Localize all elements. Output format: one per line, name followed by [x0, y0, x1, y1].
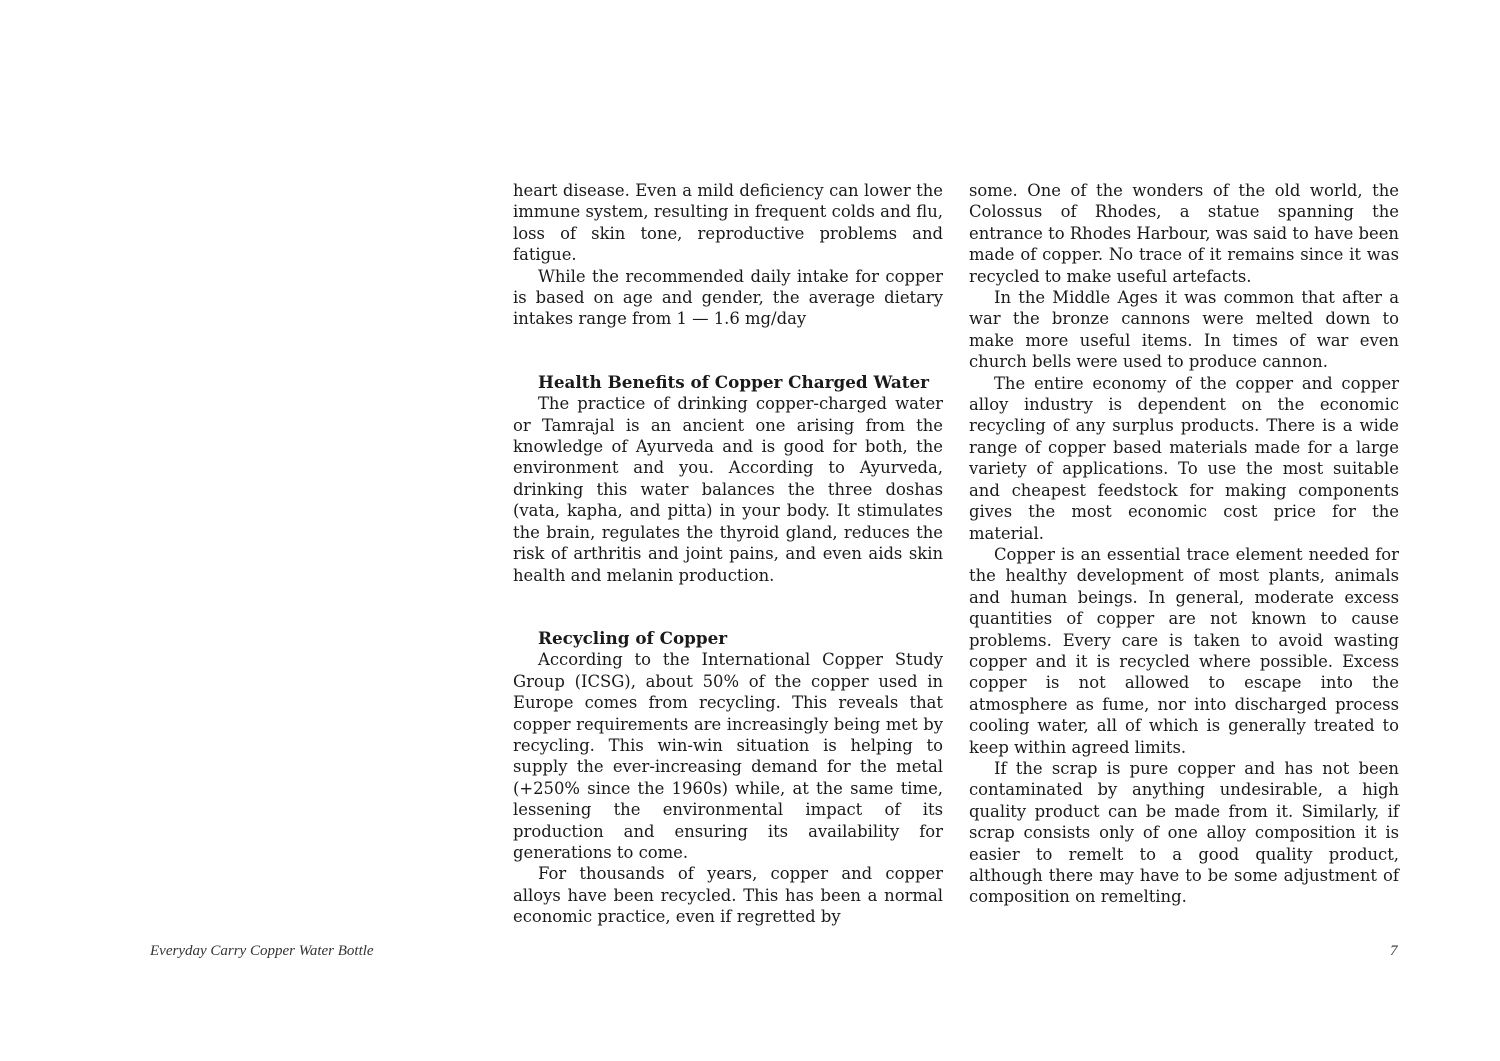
paragraph: While the recommended daily intake for copper is based on age and gender, the average dietary intakes range from 1 — 1.6 mg/day: [513, 266, 943, 329]
paragraph: If the scrap is pure copper and has not been contaminated by anything undesirable, a high quality product can be made from it. Similarly, if scrap consists only of one alloy composition it is easier to remelt to a good quality product, although there may have to be some adjustment of composition on remelting.: [969, 758, 1399, 907]
paragraph: For thousands of years, copper and copper alloys have been recycled. This has been a normal economic practice, even if regretted by: [513, 864, 943, 927]
paragraph: The entire economy of the copper and copper alloy industry is dependent on the economic recycling of any surplus products. There is a wide range of copper based materials made for a large variety of applications. To use the most suitable and cheapest feedstock for making components gives the most economic cost price for the material.: [969, 373, 1399, 543]
paragraph: Copper is an essential trace element needed for the healthy development of most plants, animals and human beings. In general, moderate excess quantities of copper are not known to cause problems. Every care is taken to avoid wasting copper and it is recycled where possible. Excess copper is not allowed to escape into the atmosphere as fume, nor into discharged process cooling water, all of which is generally treated to keep within agreed limits.: [969, 544, 1399, 757]
section-heading-health-benefits: Health Benefits of Copper Charged Water: [538, 371, 929, 392]
footer-title: Everyday Carry Copper Water Bottle: [150, 943, 374, 959]
paragraph: According to the International Copper Study Group (ICSG), about 50% of the copper used in Europe comes from recycling. This reveals that copper requirements are increasingly being met by recycling. This win-win situation is helping to supply the ever-increasing demand for the metal (+250% since the 1960s) while, at the same time, lessening the environmental impact of its production and ensuring its availability for generations to come.: [513, 650, 943, 862]
right-column: [969, 180, 1399, 908]
section-heading-recycling: Recycling of Copper: [538, 627, 728, 648]
page-number: 7: [1390, 943, 1398, 959]
paragraph: some. One of the wonders of the old world, the Colossus of Rhodes, a statue spanning the entrance to Rhodes Harbour, was said to have been made of copper. No trace of it remains since it was recycled to make useful artefacts.: [969, 181, 1399, 286]
paragraph: heart disease. Even a mild deficiency can lower the immune system, resulting in frequent colds and flu, loss of skin tone, reproductive problems and fatigue.: [513, 181, 943, 265]
paragraph: In the Middle Ages it was common that after a war the bronze cannons were melted down to make more useful items. In times of war even church bells were used to produce cannon.: [969, 288, 1399, 372]
left-column: [513, 180, 943, 928]
paragraph: The practice of drinking copper-charged water or Tamrajal is an ancient one arising from the knowledge of Ayurveda and is good for both, the environment and you. According to Ayurveda, drinking this water balances the three doshas (vata, kapha, and pitta) in your body. It stimulates the brain, regulates the thyroid gland, reduces the risk of arthritis and joint pains, and even aids skin health and melanin production.: [513, 394, 943, 585]
